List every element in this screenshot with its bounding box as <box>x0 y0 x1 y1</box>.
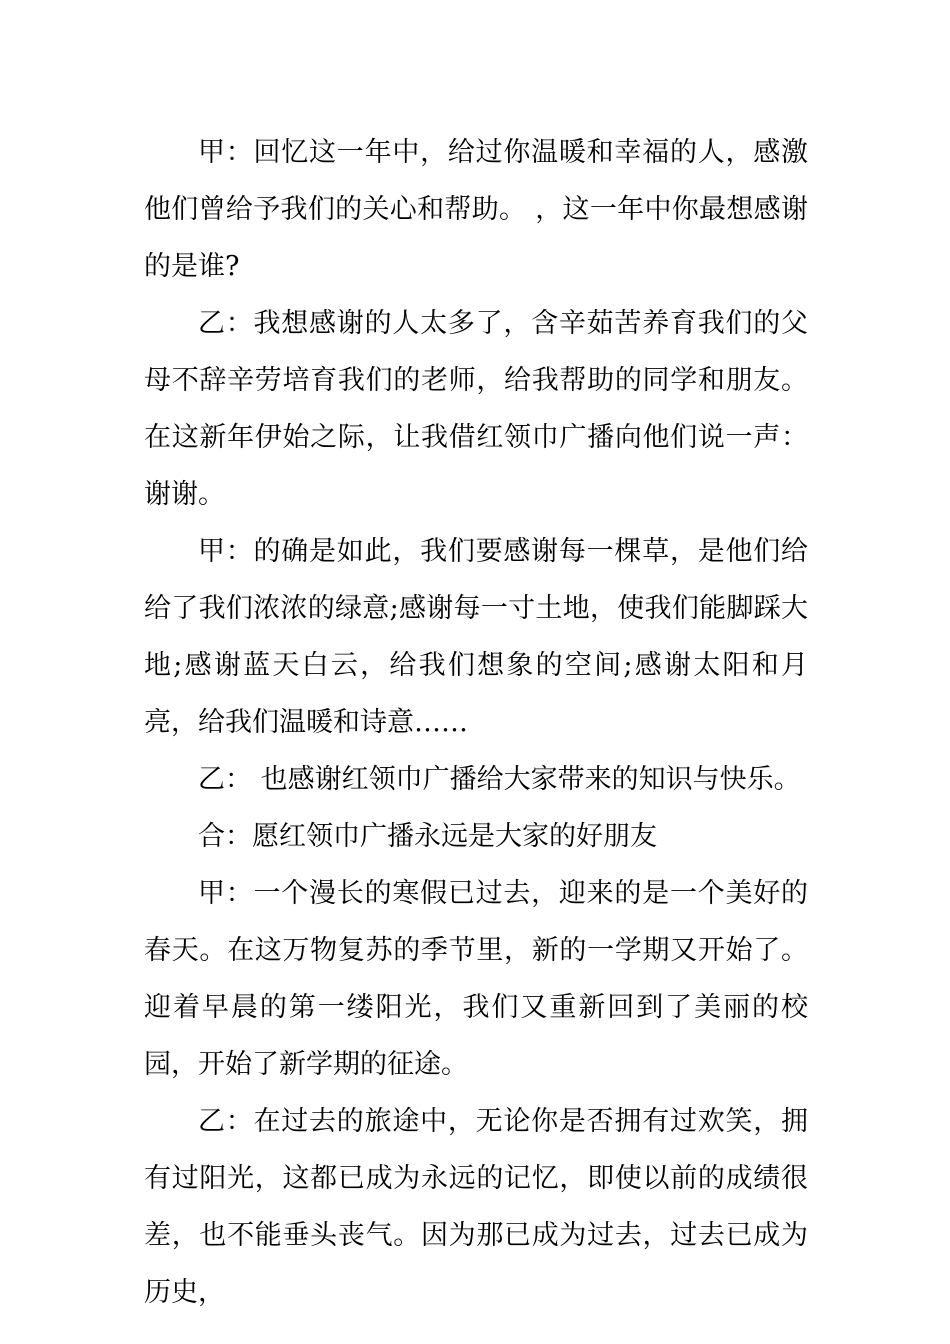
paragraph-6: 甲：一个漫长的寒假已过去，迎来的是一个美好的春天。在这万物复苏的季节里，新的一学期又开始了。迎着早晨的第一缕阳光，我们又重新回到了美丽的校园，开始了新学期的征途。 <box>144 878 808 1080</box>
paragraph-3: 甲：的确是如此，我们要感谢每一棵草，是他们给给了我们浓浓的绿意;感谢每一寸土地，使我们能脚踩大地;感谢蓝天白云，给我们想象的空间;感谢太阳和月亮，给我们温暖和诗意…… <box>144 536 808 738</box>
paragraph-1: 甲：回忆这一年中，给过你温暖和幸福的人，感激他们曾给予我们的关心和帮助。 ，这一年中你最想感谢的是谁? <box>144 137 808 282</box>
document-body <box>144 124 808 1321</box>
paragraph-2: 乙：我想感谢的人太多了，含辛茹苦养育我们的父母不辞辛劳培育我们的老师，给我帮助的同学和朋友。在这新年伊始之际，让我借红领巾广播向他们说一声：谢谢。 <box>144 308 808 510</box>
paragraph-5: 合：愿红领巾广播永远是大家的好朋友 <box>198 821 657 852</box>
paragraph-4: 乙： 也感谢红领巾广播给大家带来的知识与快乐。 <box>198 764 801 795</box>
paragraph-7: 乙：在过去的旅途中，无论你是否拥有过欢笑，拥有过阳光，这都已成为永远的记忆，即使以前的成绩很差，也不能垂头丧气。因为那已成为过去，过去已成为历史， <box>144 1106 808 1308</box>
